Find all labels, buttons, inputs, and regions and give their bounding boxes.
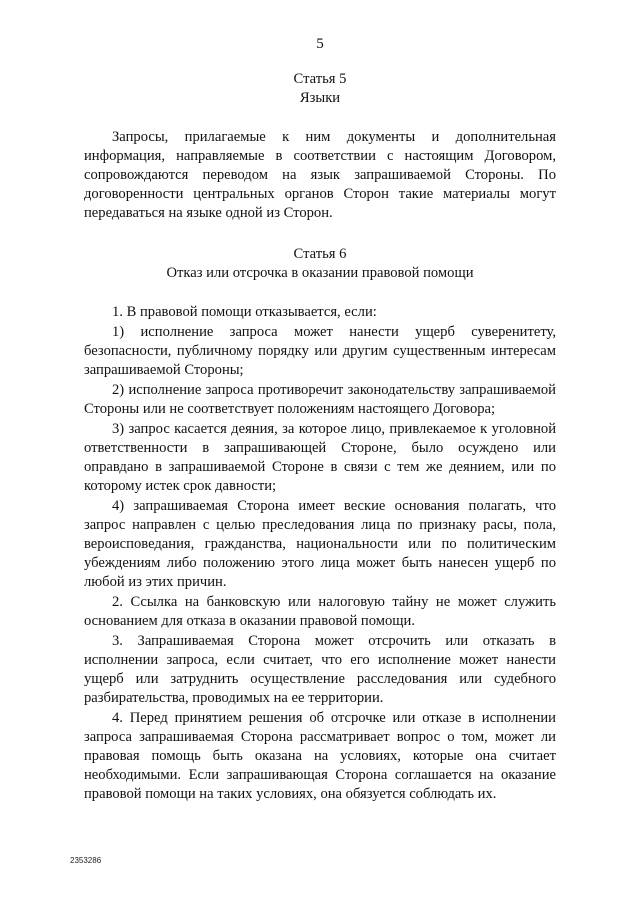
article-6-paragraph: 1) исполнение запроса может нанести ущерб суверенитету, безопасности, публичному порядку или другим существенным интересам запрашиваемой Стороны;: [84, 324, 556, 378]
article-6-paragraph: 4. Перед принятием решения об отсрочке или отказе в исполнении запроса запрашиваемая Сторона рассматривает вопрос о том, может ли правовая помощь быть оказана на условиях, которые она считает необходимыми. Если запрашивающая Сторона соглашается на оказание правовой помощи на таких условиях, она обязуется соблюдать их.: [84, 710, 556, 802]
article-6-subtitle: Отказ или отсрочка в оказании правовой помощи: [166, 265, 474, 281]
article-6-title: Статья 6: [293, 246, 347, 262]
article-6-paragraph: 4) запрашиваемая Сторона имеет веские основания полагать, что запрос направлен с целью преследования лица по признаку расы, пола, вероисповедания, гражданства, национальности или по политическим убеждениям либо положению этого лица может быть нанесен ущерб по любой из этих причин.: [84, 498, 556, 590]
document-id: 2353286: [70, 856, 102, 865]
article-5-title: Статья 5: [293, 71, 347, 87]
article-5: [84, 70, 556, 223]
article-6: [84, 245, 556, 804]
article-5-paragraph: Запросы, прилагаемые к ним документы и дополнительная информация, направляемые в соответствии с настоящим Договором, сопровождаются переводом на язык запрашиваемой Стороны. По договоренности центральных органов Сторон такие материалы могут передаваться на языке одной из Сторон.: [84, 129, 556, 221]
article-5-subtitle: Языки: [299, 90, 341, 106]
article-6-paragraph: 3) запрос касается деяния, за которое лицо, привлекаемое к уголовной ответственности в запрашивающей Стороне, было осуждено или оправдано в запрашиваемой Стороне в связи с тем же деянием, или по которому истек срок давности;: [84, 421, 556, 494]
document-body: [84, 70, 556, 804]
article-6-paragraph: 1. В правовой помощи отказывается, если:: [112, 304, 377, 320]
article-6-paragraph: 3. Запрашиваемая Сторона может отсрочить или отказать в исполнении запроса, если считает, что его исполнение может нанести ущерб или затруднить осуществление расследования или судебного разбирательства, проводимых на ее территории.: [84, 633, 556, 706]
article-6-paragraph: 2. Ссылка на банковскую или налоговую тайну не может служить основанием для отказа в оказании правовой помощи.: [84, 594, 556, 629]
page-number: 5: [316, 36, 324, 52]
article-6-paragraph: 2) исполнение запроса противоречит законодательству запрашиваемой Стороны или не соответствует положениям настоящего Договора;: [84, 382, 556, 417]
